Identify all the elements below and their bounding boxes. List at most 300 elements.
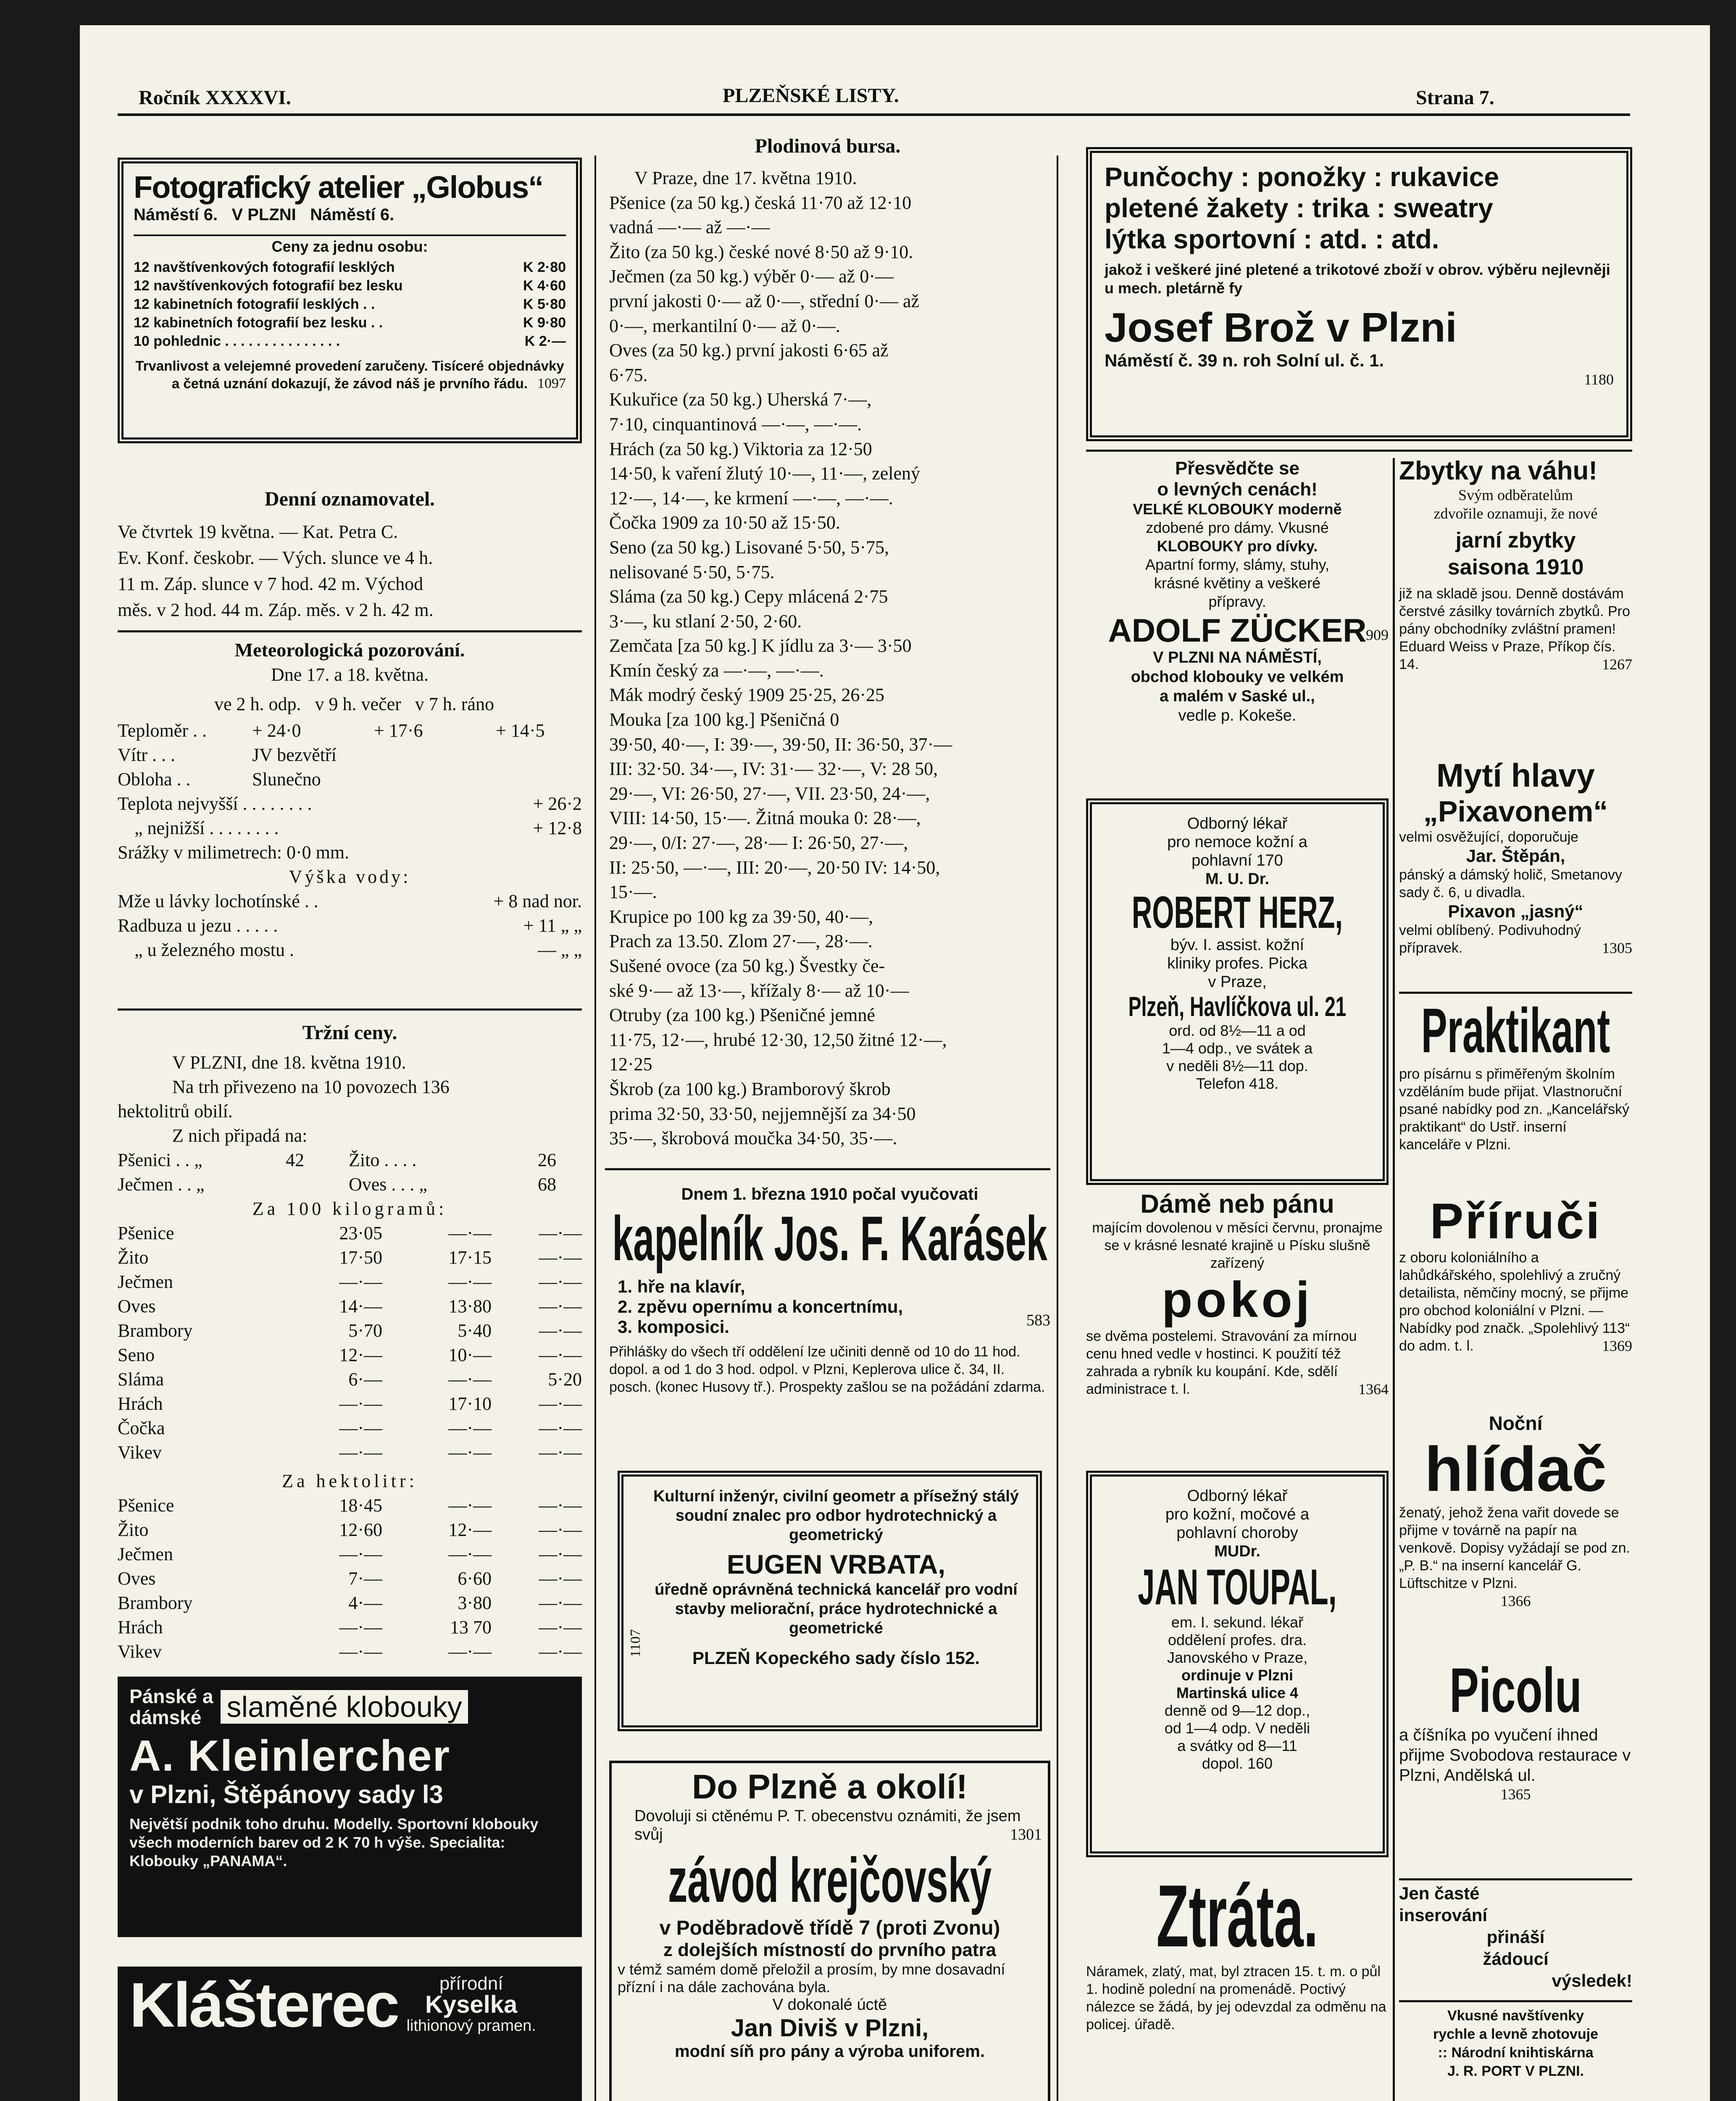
divider (118, 630, 582, 632)
price-row: 10 pohlednic . . . . . . . . . . . . . . . K 2·— (134, 333, 566, 349)
bursa-line: 7·10, cinquantinová —·—, —·—. (609, 413, 862, 434)
bursa-body (609, 166, 1050, 1151)
ad-zbytky-line: zdvořile oznamuji, že nové (1434, 505, 1598, 522)
trzni-kg-title: Za 100 kilogramů: (252, 1198, 447, 1219)
price-cell: Vikev (118, 1641, 162, 1662)
ad-picolu-body: a číšníka po vyučení ihned přijme Svobodova restaurace v Plzni, Andělská ul. (1399, 1726, 1631, 1785)
ad-toupal-code: 160 (1247, 1755, 1273, 1772)
denni-body (118, 519, 582, 623)
price-cell: Čočka (118, 1418, 165, 1438)
ad-herz-addr: Plzeň, Havlíčkova ul. 21 (1128, 991, 1347, 1022)
price-table-row (118, 1343, 582, 1367)
ad-zucker-line: o levných cenách! (1157, 479, 1318, 500)
ad-pixavon-body: velmi oblíbený. Podivuhodný přípravek. (1399, 922, 1581, 956)
price-table-row (118, 1640, 582, 1664)
trzni-intro: hektolitrů obilí. (118, 1101, 233, 1122)
price-cell: —·— (448, 1544, 492, 1564)
price-cell: —·— (539, 1568, 582, 1589)
price-cell: —·— (448, 1418, 492, 1438)
meteo-columns: ve 2 h. odp. v 9 h. večer v 7 h. ráno (214, 694, 494, 714)
denni-line: Ve čtvrtek 19 května. — Kat. Petra C. (118, 521, 398, 542)
ad-praktikant (1399, 996, 1632, 1153)
ad-herz-hours: v neděli 8½—11 dop. (1166, 1057, 1308, 1074)
bursa-line: 11·75, 12·—, hrubé 12·30, 12,50 žitné 12·—, (609, 1029, 947, 1050)
ad-zucker-line: krásné květiny a veškeré (1154, 574, 1321, 592)
ad-toupal-line: Odborný lékař (1187, 1487, 1288, 1505)
header-rule (118, 113, 1630, 116)
ad-ztrata (1086, 1867, 1389, 2033)
ad-krejcovsky-code: 1301 (1010, 1826, 1042, 1843)
ad-krejcovsky-bold: z dolejších místností do prvního patra (663, 1939, 997, 1960)
price-cell: —·— (448, 1495, 492, 1516)
bursa-lines (609, 191, 1050, 1151)
denni-line: měs. v 2 hod. 44 m. Záp. měs. v 2 h. 42 m. (118, 600, 434, 620)
ad-vrbata-code: 1107 (628, 1629, 643, 1657)
meteo-row: Vítr . . . JV bezvětří (118, 745, 337, 765)
ad-kleinlercher-l2: dámské (129, 1706, 202, 1728)
bursa-line: první jakosti 0·— až 0·—, střední 0·— až (609, 290, 920, 311)
price-cell: 5·40 (458, 1320, 492, 1341)
bursa-line: VIII: 14·50, 15·—. Žitná mouka 0: 28·—, (609, 808, 921, 829)
ad-caste-line: Jen časté (1399, 1883, 1480, 1903)
price-cell: —·— (448, 1223, 492, 1243)
price-cell: 14·— (339, 1296, 382, 1316)
bursa-line: II: 25·50, —·—, III: 20·—, 20·50 IV: 14·50, (609, 857, 940, 878)
bursa-line: Mouka [za 100 kg.] Pšeničná 0 (609, 709, 839, 730)
ad-klasterec-t2: Kyselka (425, 1991, 518, 2018)
bursa-line: Sláma (za 50 kg.) Cepy mlácená 2·75 (609, 586, 888, 607)
price-cell: Vikev (118, 1442, 162, 1463)
ad-pokoj-code: 1364 (1358, 1381, 1389, 1398)
ad-globus (118, 158, 582, 443)
divider (605, 1168, 1050, 1170)
ad-caste-line: přináší (1486, 1927, 1545, 1947)
price-cell: 5·20 (548, 1369, 582, 1390)
price-cell: Brambory (118, 1320, 193, 1341)
price-cell: 6·— (348, 1369, 382, 1390)
price-cell: Hrách (118, 1617, 163, 1638)
ad-zucker-line: Apartní formy, slámy, stuhy, (1145, 556, 1330, 573)
price-cell: 12·— (339, 1345, 382, 1365)
price-cell: Pšenice (118, 1495, 174, 1516)
ad-zucker-addr: a malém v Saské ul., (1160, 687, 1315, 705)
header-volume: Ročník XXXXVI. (139, 87, 291, 109)
ad-zucker-addr: obchod klobouky ve velkém (1131, 668, 1344, 686)
price-table-row (118, 1440, 582, 1465)
meteo-row: Mže u lávky lochotínské . . + 8 nad nor. (118, 891, 582, 911)
ad-ztrata-title: Ztráta. (1156, 1867, 1318, 1965)
bursa-line: 29·—, VI: 26·50, 27·—, VII. 23·50, 24·—, (609, 783, 930, 804)
price-cell: —·— (539, 1418, 582, 1438)
ad-hlidac (1399, 1412, 1632, 1610)
bursa-line: 3·—, ku stlaní 2·50, 2·60. (609, 611, 802, 632)
bursa-line: Kukuřice (za 50 kg.) Uherská 7·—, (609, 389, 872, 410)
price-table-row (118, 1493, 582, 1518)
price-table-row (118, 1416, 582, 1440)
bursa-line: 15·—. (609, 882, 657, 903)
price-cell: —·— (448, 1641, 492, 1662)
price-cell: —·— (539, 1247, 582, 1268)
ad-karasek-item: 1. hře na klavír, (618, 1277, 745, 1296)
price-cell: —·— (539, 1442, 582, 1463)
price-cell: —·— (539, 1393, 582, 1414)
column-rule (1057, 155, 1058, 2101)
divider (1399, 2000, 1632, 2002)
price-cell: —·— (339, 1442, 382, 1463)
price-cell: —·— (339, 1617, 382, 1638)
price-cell: Oves (118, 1568, 156, 1589)
ad-herz-hours: ord. od 8½—11 a od (1169, 1022, 1306, 1039)
ad-herz-body: býv. I. assist. kožní (1170, 936, 1305, 954)
ad-zucker-name: ADOLF ZÜCKER (1108, 612, 1367, 649)
divider (118, 1008, 582, 1011)
price-cell: 18·45 (339, 1495, 382, 1516)
ad-karasek-code: 583 (1026, 1311, 1050, 1329)
bursa-line: Žito (za 50 kg.) české nové 8·50 až 9·10. (609, 241, 913, 262)
bursa-line: 39·50, 40·—, I: 39·—, 39·50, II: 36·50, 37·— (609, 734, 952, 755)
bursa-line: 35·—, škrobová moučka 34·50, 35·—. (609, 1128, 897, 1149)
meteo-row: Obloha . . Slunečno (118, 769, 321, 790)
bursa-line: Čočka 1909 za 10·50 až 15·50. (609, 512, 840, 533)
pripada-row: Ječmen . . „ Oves . . . „ 68 (118, 1174, 556, 1195)
ad-globus-subhead: Ceny za jednu osobu: (134, 234, 566, 255)
meteo-srazky: Srážky v milimetrech: 0·0 mm. (118, 842, 350, 863)
ad-krejcovsky (609, 1761, 1050, 2101)
trzni-hl-rows (118, 1493, 582, 1664)
column-rule (594, 155, 596, 2101)
ad-picolu-code: 1365 (1500, 1786, 1531, 1803)
price-cell: —·— (539, 1223, 582, 1243)
bursa-date: V Praze, dne 17. května 1910. (634, 168, 857, 188)
price-cell: Ječmen (118, 1272, 173, 1292)
column-rule (1393, 458, 1395, 2101)
divider (1399, 992, 1632, 994)
trzni-title: Tržní ceny. (302, 1022, 397, 1044)
ad-pixavon-title: Mytí hlavy (1436, 757, 1595, 794)
price-cell: 13 70 (450, 1617, 492, 1638)
ad-vrbata-addr: PLZEŇ Kopeckého sady číslo 152. (692, 1648, 980, 1668)
ad-praktikant-body: pro písárnu s přiměřeným školním vzděláním bude přijat. Vlastnoruční psané nabídky pod zn. „Kancelářský praktikant“ do Ustř. inserní kanceláře v Plzni. (1399, 1066, 1630, 1153)
ad-herz-body: v Praze, (1208, 973, 1267, 991)
ad-herz-line: Odborný lékař (1187, 815, 1288, 832)
meteo-title: Meteorologická pozorování. (234, 639, 465, 661)
price-cell: Pšenice (118, 1223, 174, 1243)
newspaper-page (80, 25, 1710, 2101)
ad-herz-hours: 1—4 odp., ve svátek a (1162, 1039, 1313, 1057)
trzni-kg-rows (118, 1221, 582, 1465)
ad-herz-code: 170 (1256, 852, 1283, 869)
ad-herz-line: M. U. Dr. (1205, 870, 1270, 888)
ad-zbytky-body: již na skladě jsou. Denně dostávám čerstvé zásilky továrních zbytků. Pro pány obchodníky zvláštní pramen! Eduard Weiss v Praze, Příkop čís. 14. (1399, 586, 1630, 672)
price-table-row (118, 1221, 582, 1245)
ad-hlidac-body: ženatý, jehož žena vařit dovede se přijme v továrně na papír na venkově. Dopisy vyžádají se pod zn. „P. B.“ na inserní kancelář G. Lüftschitze v Plzni. (1399, 1505, 1630, 1591)
price-cell: —·— (539, 1519, 582, 1540)
ad-vrbata-body: úředně oprávněná technická kancelář pro vodní stavby meliorační, práce hydrotechnické a geometrické (655, 1581, 1018, 1637)
bursa-line: Ječmen (za 50 kg.) výběr 0·— až 0·— (609, 266, 894, 287)
ad-herz-hours: Telefon 418. (1196, 1074, 1279, 1092)
trzni-hl-title: Za hektolitr: (282, 1471, 418, 1491)
price-cell: —·— (339, 1418, 382, 1438)
ad-zbytky-big: jarní zbytky (1455, 528, 1576, 553)
price-cell: Seno (118, 1345, 155, 1365)
ad-broz-small: jakož i veškeré jiné pletené a trikotové zboží v obrov. výběru nejlevněji u mech. pletárně fy (1105, 261, 1610, 297)
header-page-number: Strana 7. (1416, 87, 1494, 109)
ad-pixavon-body: pánský a dámský holič, Smetanovy sady č. 6, u divadla. (1399, 867, 1623, 900)
bursa-line: Oves (za 50 kg.) první jakosti 6·65 až (609, 340, 889, 361)
ad-broz-line: Punčochy : ponožky : rukavice (1105, 162, 1499, 192)
ad-kleinlercher (118, 1677, 582, 1937)
denni-line: Ev. Konf. českobr. — Vých. slunce ve 4 h. (118, 548, 433, 568)
ad-port-line: rychle a levně zhotovuje (1433, 2026, 1599, 2042)
price-cell: —·— (539, 1593, 582, 1613)
bursa-line: vadná —·— až —·— (609, 217, 770, 238)
ad-toupal-hours: denně od 9—12 dop., (1164, 1702, 1310, 1719)
bursa-line: 12·—, 14·—, ke krmení —·—, —·—. (609, 487, 893, 508)
ad-port (1399, 2006, 1632, 2080)
ad-herz-name: ROBERT HERZ, (1131, 887, 1343, 937)
bursa-line: nelisované 5·50, 5·75. (609, 561, 775, 582)
ad-caste-line: žádoucí (1483, 1949, 1549, 1969)
divider (1086, 450, 1632, 452)
price-cell: 23·05 (339, 1223, 382, 1243)
price-table-row (118, 1591, 582, 1615)
ad-karasek-item: 3. komposici. (618, 1317, 730, 1337)
ad-praktikant-title: Praktikant (1421, 995, 1610, 1066)
price-table-row (118, 1319, 582, 1343)
price-table-row (118, 1367, 582, 1392)
price-cell: —·— (539, 1320, 582, 1341)
ad-vrbata (618, 1471, 1042, 1731)
ad-priruci (1399, 1193, 1632, 1355)
price-cell: Sláma (118, 1369, 164, 1390)
ad-priruci-code: 1369 (1602, 1337, 1632, 1354)
bursa-line: Pšenice (za 50 kg.) česká 11·70 až 12·10 (609, 192, 912, 213)
ad-zucker-code: 909 (1366, 627, 1389, 643)
divider (1399, 1878, 1632, 1880)
price-cell: —·— (539, 1495, 582, 1516)
ad-pixavon-p2: Pixavon „jasný“ (1448, 901, 1583, 921)
ad-pixavon-body: velmi osvěžující, doporučuje (1399, 829, 1579, 845)
meteo-date: Dne 17. a 18. května. (271, 664, 429, 685)
ad-globus-address: Náměstí 6. V PLZNI Náměstí 6. (134, 205, 395, 224)
denni-line: 11 m. Záp. slunce v 7 hod. 42 m. Východ (118, 574, 423, 594)
ad-toupal-body: oddělení profes. dra. (1168, 1631, 1307, 1648)
ad-toupal-body: Janovského v Praze, (1167, 1649, 1308, 1666)
price-cell: 10·— (448, 1345, 492, 1365)
meteo-vyska-title: Výška vody: (289, 866, 411, 887)
ad-toupal-body: em. I. sekund. lékař (1171, 1614, 1304, 1631)
ad-pokoj (1086, 1189, 1389, 1398)
ad-globus-code: 1097 (537, 376, 566, 391)
price-cell: 5·70 (348, 1320, 382, 1341)
ad-broz-line: lýtka sportovní : atd. : atd. (1105, 224, 1439, 254)
ad-broz-addr: Náměstí č. 39 n. roh Solní ul. č. 1. (1105, 350, 1384, 370)
price-table-row (118, 1294, 582, 1319)
ad-karasek-body: Přihlášky do všech tří oddělení lze učiniti denně od 10 do 11 hod. dopol. a od 1 do 3 hod. odpol. v Plzni, Keplerova ulice č. 34, II. posch. (konec Husovy tř.). Prospekty zašlou se na požádání zdarma. (609, 1344, 1045, 1395)
ad-klasterec-t3: lithionový pramen. (406, 2017, 536, 2035)
ad-caste-line: výsledek! (1552, 1971, 1632, 1990)
ad-ztrata-body: Náramek, zlatý, mat, byl ztracen 15. t. m. o půl 1. hodině polední na promenádě. Poctivý nálezce se žádá, by jej odevzdal za odměnu na policej. úřadě. (1086, 1963, 1386, 2033)
ad-pixavon-name: „Pixavonem“ (1423, 795, 1608, 828)
bursa-line: III: 32·50. 34·—, IV: 31·— 32·—, V: 28 50, (609, 758, 938, 779)
meteo-table (118, 719, 582, 962)
trzni-table (118, 1050, 582, 1664)
price-row: 12 kabinetních fotografií lesklých . . K 5·80 (134, 296, 566, 312)
ad-karasek-item: 2. zpěvu opernímu a koncertnímu, (618, 1297, 903, 1316)
bursa-line: Mák modrý český 1909 25·25, 26·25 (609, 685, 885, 706)
bursa-line: 29·—, 0/I: 27·—, 28·— I: 26·50, 27·—, (609, 832, 908, 853)
price-cell: —·— (339, 1272, 382, 1292)
ad-toupal-hours: dopol. (1202, 1755, 1243, 1772)
ad-zucker-line: přípravy. (1208, 593, 1266, 610)
price-cell: —·— (539, 1296, 582, 1316)
pripada-row: Pšenici . . „ 42 Žito . . . . 26 (118, 1150, 556, 1170)
ad-zucker (1086, 458, 1389, 786)
price-cell: 6·60 (458, 1568, 492, 1589)
bursa-line: Škrob (za 100 kg.) Bramborový škrob (609, 1078, 891, 1099)
price-cell: —·— (539, 1272, 582, 1292)
ad-krejcovsky-name: Jan Diviš v Plzni, (731, 2014, 929, 2042)
ad-karasek-top: Dnem 1. března 1910 počal vyučovati (681, 1185, 978, 1203)
price-cell: 13·80 (448, 1296, 492, 1316)
ad-kleinlercher-desc: Největší podnik toho druhu. Modelly. Sportovní klobouky všech moderních barev od 2 K 70 h výše. Specialita: Klobouky „PANAMA“. (129, 1815, 539, 1870)
price-cell: Ječmen (118, 1544, 173, 1564)
price-cell: —·— (539, 1617, 582, 1638)
ad-pixavon (1399, 756, 1632, 957)
ad-krejcovsky-addr: v Poděbradově třídě 7 (proti Zvonu) (659, 1917, 1000, 1939)
price-cell: Žito (118, 1247, 149, 1268)
ad-toupal-line: pro kožní, močové a (1165, 1506, 1310, 1523)
ad-herz-line: pohlavní (1192, 852, 1252, 869)
ad-krejcovsky-body: v témž samém domě přeložil a prosím, by mne dosavadní přízní i na dále zachována byla. (618, 1960, 1005, 1996)
meteo-row: „ nejnižší . . . . . . . . + 12·8 (134, 818, 582, 838)
bursa-line: Hrách (za 50 kg.) Viktoria za 12·50 (609, 438, 872, 459)
price-cell: —·— (339, 1544, 382, 1564)
ad-krejcovsky-big: závod krejčovský (668, 1845, 992, 1915)
header-title: PLZEŇSKÉ LISTY. (723, 84, 899, 107)
ad-toupal-hours: a svátky od 8—11 (1177, 1737, 1297, 1754)
price-cell: 3·80 (458, 1593, 492, 1613)
ad-zucker-addr: V PLZNI NA NÁMĚSTÍ, (1153, 648, 1322, 666)
ad-broz-line: pletené žakety : trika : sweatry (1105, 193, 1493, 223)
ad-klasterec-name: Klášterec (129, 1969, 398, 2040)
meteo-row: Teplota nejvyšší . . . . . . . . + 26·2 (118, 793, 582, 814)
price-cell: 17·15 (448, 1247, 492, 1268)
bursa-line: Zemčata [za 50 kg.] K jídlu za 3·— 3·50 (609, 635, 912, 656)
ad-karasek-name: kapelník Jos. F. Karásek (612, 1203, 1047, 1274)
ad-toupal (1086, 1471, 1389, 1857)
bursa-line: Otruby (za 100 kg.) Pšeničné jemné (609, 1005, 875, 1026)
ad-zbytky (1399, 456, 1632, 673)
trzni-intro: Na trh přivezeno na 10 povozech 136 (172, 1077, 450, 1097)
ad-krejcovsky-intro: Dovoluji si ctěnému P. T. obecenstvu oznámiti, že jsem svůj (634, 1807, 1021, 1843)
bursa-line: Kmín český za —·—, —·—. (609, 660, 824, 681)
ad-kleinlercher-title: slaměné klobouky (221, 1690, 468, 1724)
ad-toupal-line: pohlavní choroby (1176, 1524, 1298, 1542)
price-cell: —·— (539, 1641, 582, 1662)
ad-picolu (1399, 1656, 1632, 1803)
ad-zbytky-code: 1267 (1602, 656, 1632, 673)
ad-karasek (609, 1185, 1050, 1396)
bursa-line: 0·—, merkantilní 0·— až 0·—. (609, 315, 840, 336)
price-cell: —·— (339, 1393, 382, 1414)
ad-caste (1399, 1882, 1632, 1992)
price-row: 12 navštívenkových fotografií bez lesku K 4·60 (134, 278, 566, 294)
price-cell: Žito (118, 1519, 149, 1540)
ad-pokoj-title: Dámě neb pánu (1140, 1190, 1334, 1219)
bursa-line: Seno (za 50 kg.) Lisované 5·50, 5·75, (609, 537, 889, 558)
price-table-row (118, 1518, 582, 1542)
ad-broz-name: Josef Brož v Plzni (1105, 304, 1457, 350)
denni-title: Denní oznamovatel. (264, 488, 435, 510)
bursa-line: prima 32·50, 33·50, nejjemnější za 34·50 (609, 1103, 916, 1124)
price-row: 12 navštívenkových fotografií lesklých K 2·80 (134, 259, 566, 275)
ad-toupal-line: MUDr. (1214, 1543, 1260, 1560)
ad-herz (1086, 798, 1389, 1185)
ad-krejcovsky-title: Do Plzně a okolí! (692, 1768, 968, 1806)
bursa-line: 6·75. (609, 364, 648, 385)
trzni-intro: Z nich připadá na: (172, 1125, 308, 1146)
ad-broz (1086, 147, 1632, 441)
ad-toupal-addr: Martinská ulice 4 (1176, 1684, 1299, 1701)
ad-vrbata-name: EUGEN VRBATA, (726, 1549, 946, 1580)
ad-caste-line: inserování (1399, 1905, 1488, 1925)
price-cell: —·— (339, 1641, 382, 1662)
ad-pixavon-person: Jar. Štěpán, (1466, 846, 1565, 866)
ad-zucker-line: zdobené pro dámy. Vkusné (1146, 519, 1329, 536)
price-cell: —·— (539, 1345, 582, 1365)
ad-krejcovsky-sign1: V dokonalé úctě (772, 1996, 887, 2014)
price-cell: 12·60 (339, 1519, 382, 1540)
bursa-line: 14·50, k vaření žlutý 10·—, 11·—, zelený (609, 463, 921, 484)
bursa-line: Prach za 13.50. Zlom 27·—, 28·—. (609, 931, 873, 952)
ad-hlidac-code: 1366 (1500, 1593, 1531, 1609)
meteo-row: Teploměr . . + 24·0 + 17·6 + 14·5 (118, 720, 545, 741)
price-row: 12 kabinetních fotografií bez lesku . . K 9·80 (134, 315, 566, 331)
price-table-row (118, 1245, 582, 1270)
bursa-line: ské 9·— až 13·—, křížaly 8·— až 10·— (609, 980, 909, 1001)
price-table-row (118, 1615, 582, 1640)
price-cell: 17·50 (339, 1247, 382, 1268)
ad-hlidac-top: Noční (1489, 1412, 1543, 1434)
ad-picolu-title: Picolu (1449, 1655, 1582, 1725)
ad-port-line: J. R. PORT V PLZNI. (1447, 2063, 1584, 2079)
ad-herz-line: pro nemoce kožní a (1167, 833, 1307, 851)
ad-zbytky-big: saisona 1910 (1447, 555, 1584, 579)
bursa-line: 12·25 (609, 1054, 652, 1075)
ad-klasterec-t1: přírodní (439, 1973, 503, 1994)
ad-zucker-line: KLOBOUKY pro dívky. (1157, 537, 1318, 555)
ad-broz-code: 1180 (1584, 371, 1614, 388)
ad-zucker-line: VELKÉ KLOBOUKY moderně (1133, 500, 1342, 518)
price-cell: —·— (448, 1442, 492, 1463)
ad-port-line: Vkusné navštívenky (1447, 2008, 1584, 2024)
ad-krejcovsky-sign2: modní síň pro pány a výroba uniforem. (675, 2042, 985, 2061)
price-cell: 7·— (348, 1568, 382, 1589)
price-cell: 4·— (348, 1593, 382, 1613)
price-cell: 12·— (448, 1519, 492, 1540)
ad-toupal-ord: ordinuje v Plzni (1181, 1667, 1294, 1684)
ad-pokoj-body: se dvěma postelemi. Stravování za mírnou cenu hned vedle v hostinci. K použití též zahrada a rybník ku koupání. Kde, sdělí administrace t. l. (1086, 1328, 1357, 1397)
ad-kleinlercher-addr: v Plzni, Štěpánovy sady l3 (129, 1780, 443, 1809)
price-cell: Hrách (118, 1393, 163, 1414)
price-cell: —·— (448, 1272, 492, 1292)
price-table-row (118, 1392, 582, 1416)
ad-toupal-name: JAN TOUPAL, (1138, 1559, 1337, 1615)
ad-pokoj-big: pokoj (1162, 1272, 1313, 1328)
ad-zbytky-line: Svým odběratelům (1458, 487, 1573, 503)
meteo-row: Radbuza u jezu . . . . . + 11 „ „ (118, 915, 582, 936)
